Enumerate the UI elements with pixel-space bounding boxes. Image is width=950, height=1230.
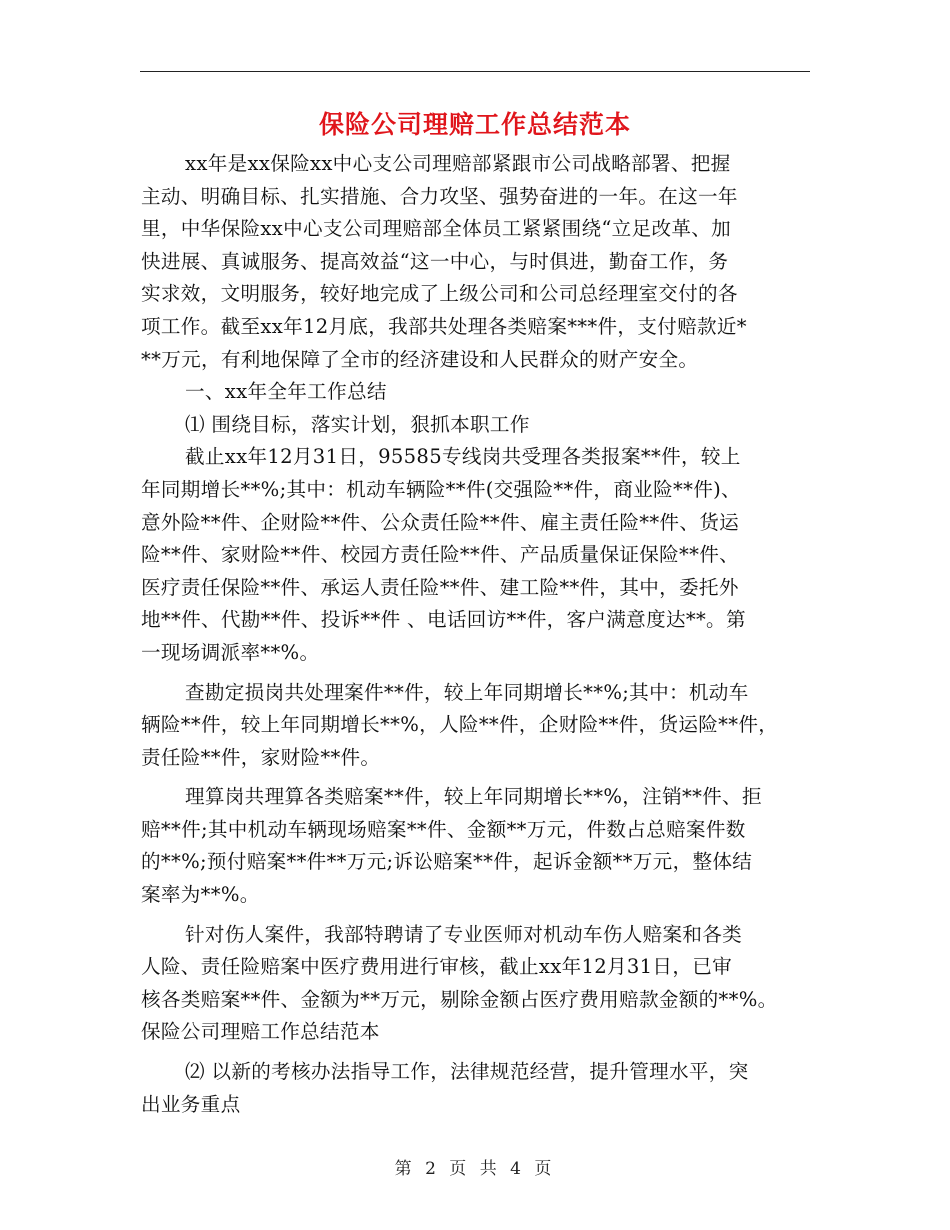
text-line: 截止xx年12月31日，95585专线岗共受理各类报案**件，较上 <box>185 445 741 469</box>
paragraph <box>141 1056 811 1121</box>
document-body <box>141 148 811 1121</box>
text-line: 辆险**件，较上年同期增长**%，人险**件，企财险**件，货运险**件， <box>141 713 779 737</box>
paragraph <box>141 677 811 775</box>
text-line: 理算岗共理算各类赔案**件，较上年同期增长**%，注销**件、拒 <box>185 785 762 809</box>
text-line: 主动、明确目标、扎实措施、合力攻坚、强势奋进的一年。在这一年 <box>141 184 738 208</box>
text-line: 实求效，文明服务，较好地完成了上级公司和公司总经理室交付的各 <box>141 282 738 306</box>
text-line: 查勘定损岗共处理案件**件，较上年同期增长**%;其中：机动车 <box>185 680 749 704</box>
text-line: 年同期增长**%;其中：机动车辆险**件(交强险**件，商业险**件)、 <box>141 477 741 501</box>
text-line: 项工作。截至xx年12月底，我部共处理各类赔案***件，支付赔款近* <box>141 314 747 338</box>
page-number: 第 2 页 共 4 页 <box>394 1159 556 1179</box>
text-line: 的**%;预付赔案**件**万元;诉讼赔案**件，起诉金额**万元，整体结 <box>141 850 753 874</box>
paragraph <box>141 781 811 911</box>
text-line: 赔**件;其中机动车辆现场赔案**件、金额**万元，件数占总赔案件数 <box>141 817 746 841</box>
text-line: 核各类赔案**件、金额为**万元，剔除金额占医疗费用赔款金额的**%。 <box>141 987 778 1011</box>
paragraph <box>141 409 811 442</box>
text-line: 责任险**件，家财险**件。 <box>141 745 381 769</box>
text-line: 险**件、家财险**件、校园方责任险**件、产品质量保证保险**件、 <box>141 543 740 567</box>
paragraph <box>141 148 811 376</box>
text-line: 一、xx年全年工作总结 <box>185 380 387 404</box>
text-line: **万元，有利地保障了全市的经济建设和人民群众的财产安全。 <box>141 347 699 371</box>
text-line: 地**件、代勘**件、投诉**件 、电话回访**件，客户满意度达**。第 <box>141 608 746 632</box>
text-line: 保险公司理赔工作总结范本 <box>141 1020 380 1044</box>
text-line: ⑴ 围绕目标，落实计划，狠抓本职工作 <box>185 412 530 436</box>
paragraph <box>141 441 811 669</box>
text-line: 一现场调派率**%。 <box>141 640 320 664</box>
text-line: xx年是xx保险xx中心支公司理赔部紧跟市公司战略部署、把握 <box>185 152 731 175</box>
text-line: 人险、责任险赔案中医疗费用进行审核，截止xx年12月31日，已审 <box>141 955 733 979</box>
page-title: 保险公司理赔工作总结范本 <box>318 110 631 139</box>
text-line: 出业务重点 <box>141 1092 241 1116</box>
text-line: 针对伤人案件，我部特聘请了专业医师对机动车伤人赔案和各类 <box>185 922 743 946</box>
paragraph <box>141 919 811 1049</box>
text-line: 医疗责任保险**件、承运人责任险**件、建工险**件，其中，委托外 <box>141 575 739 599</box>
text-line: 意外险**件、企财险**件、公众责任险**件、雇主责任险**件、货运 <box>141 510 740 534</box>
paragraph <box>141 376 811 409</box>
text-line: 快进展、真诚服务、提高效益“这一中心，与时俱进，勤奋工作，务 <box>141 249 729 273</box>
text-line: 案率为**%。 <box>141 883 260 907</box>
header-rule <box>140 71 810 72</box>
text-line: ⑵ 以新的考核办法指导工作，法律规范经营，提升管理水平，突 <box>185 1060 749 1084</box>
text-line: 里，中华保险xx中心支公司理赔部全体员工紧紧围绕“立足改革、加 <box>141 217 732 241</box>
